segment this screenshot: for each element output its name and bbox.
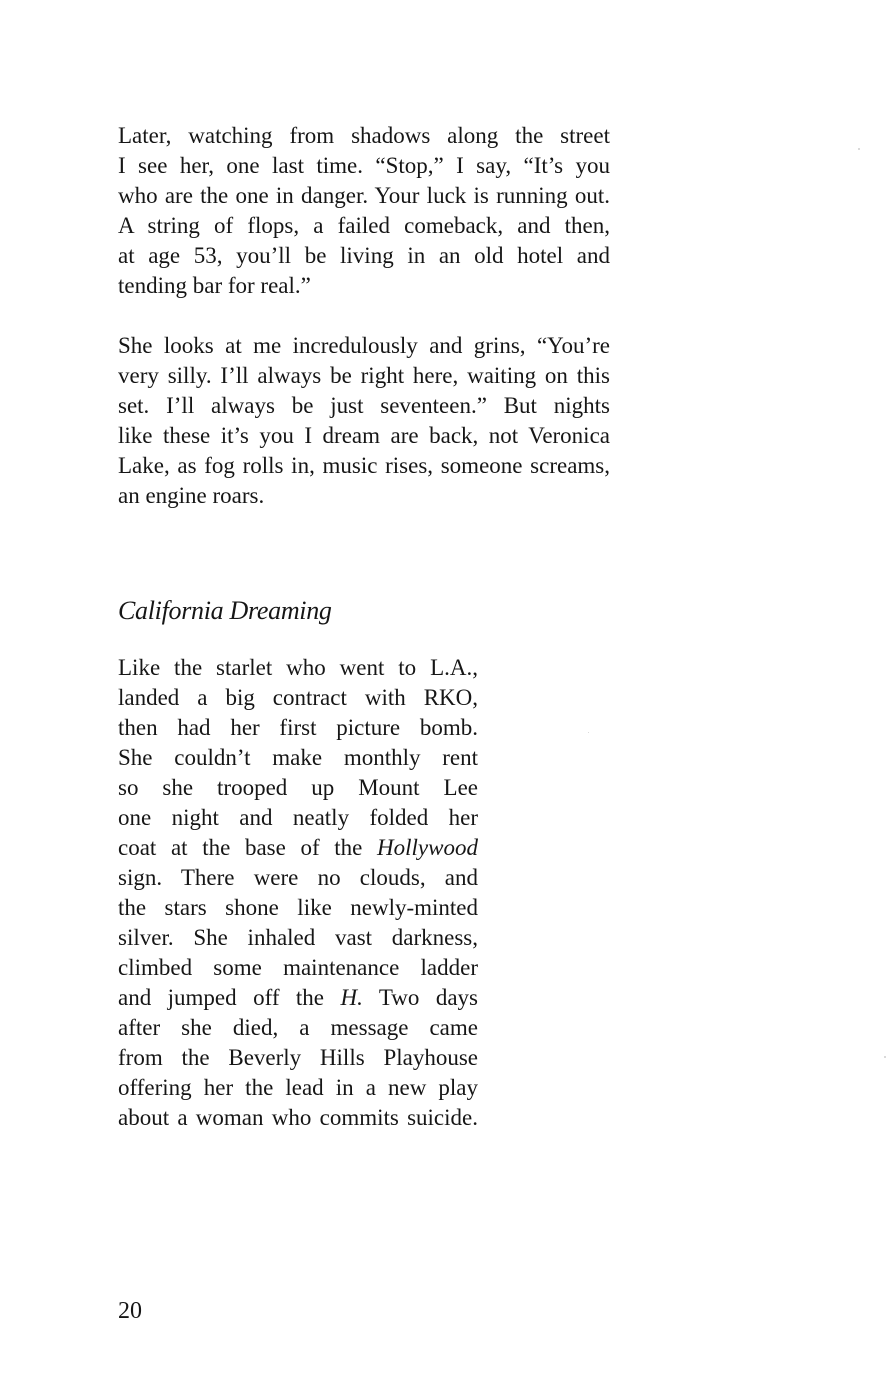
paper-speck (884, 1056, 886, 1058)
poem-line: then had her first picture bomb. (118, 715, 478, 740)
text-line: very silly. I’ll always be right here, waiting on this (118, 363, 610, 388)
poem-line (118, 983, 478, 1013)
poem-body (118, 653, 478, 1133)
poem-line: so she trooped up Mount Lee (118, 775, 478, 800)
paragraph-1 (118, 121, 610, 301)
text-line: Lake, as fog rolls in, music rises, someone screams, (118, 453, 610, 478)
text-line: who are the one in danger. Your luck is running out. (118, 183, 610, 208)
poem-line: landed a big contract with RKO, (118, 685, 478, 710)
poem-line: Like the starlet who went to L.A., (118, 655, 478, 680)
text-line: She looks at me incredulously and grins, “You’re (118, 333, 610, 358)
text-segment: and jumped off the (118, 985, 341, 1010)
paper-speck (858, 148, 860, 150)
text-segment: Two days (362, 985, 478, 1010)
poem-line: the stars shone like newly-minted (118, 895, 478, 920)
text-line: an engine roars. (118, 483, 265, 508)
poem-line: one night and neatly folded her (118, 805, 478, 830)
text-line: like these it’s you I dream are back, not Veronica (118, 423, 610, 448)
poem-line: after she died, a message came (118, 1015, 478, 1040)
poem-line: climbed some maintenance ladder (118, 955, 478, 980)
text-line: tending bar for real.” (118, 273, 311, 298)
text-line: at age 53, you’ll be living in an old hotel and (118, 243, 610, 268)
poem-line: sign. There were no clouds, and (118, 865, 478, 890)
text-segment: coat at the base of the (118, 835, 378, 860)
paper-speck (588, 732, 589, 733)
page-number: 20 (118, 1298, 142, 1324)
paragraph-2 (118, 331, 610, 511)
text-line: Later, watching from shadows along the street (118, 123, 610, 148)
italic-text: H. (340, 985, 363, 1010)
poem-line: She couldn’t make monthly rent (118, 745, 478, 770)
text-line: set. I’ll always be just seventeen.” But nights (118, 393, 610, 418)
poem-line (118, 833, 478, 863)
poem-line: about a woman who commits suicide. (118, 1105, 478, 1130)
text-line: I see her, one last time. “Stop,” I say, “It’s you (118, 153, 610, 178)
poem-title: California Dreaming (118, 596, 332, 625)
poem-line: from the Beverly Hills Playhouse (118, 1045, 478, 1070)
poem-line: silver. She inhaled vast darkness, (118, 925, 478, 950)
text-line: A string of flops, a failed comeback, and then, (118, 213, 610, 238)
italic-text: Hollywood (377, 835, 478, 860)
poem-line: offering her the lead in a new play (118, 1075, 478, 1100)
